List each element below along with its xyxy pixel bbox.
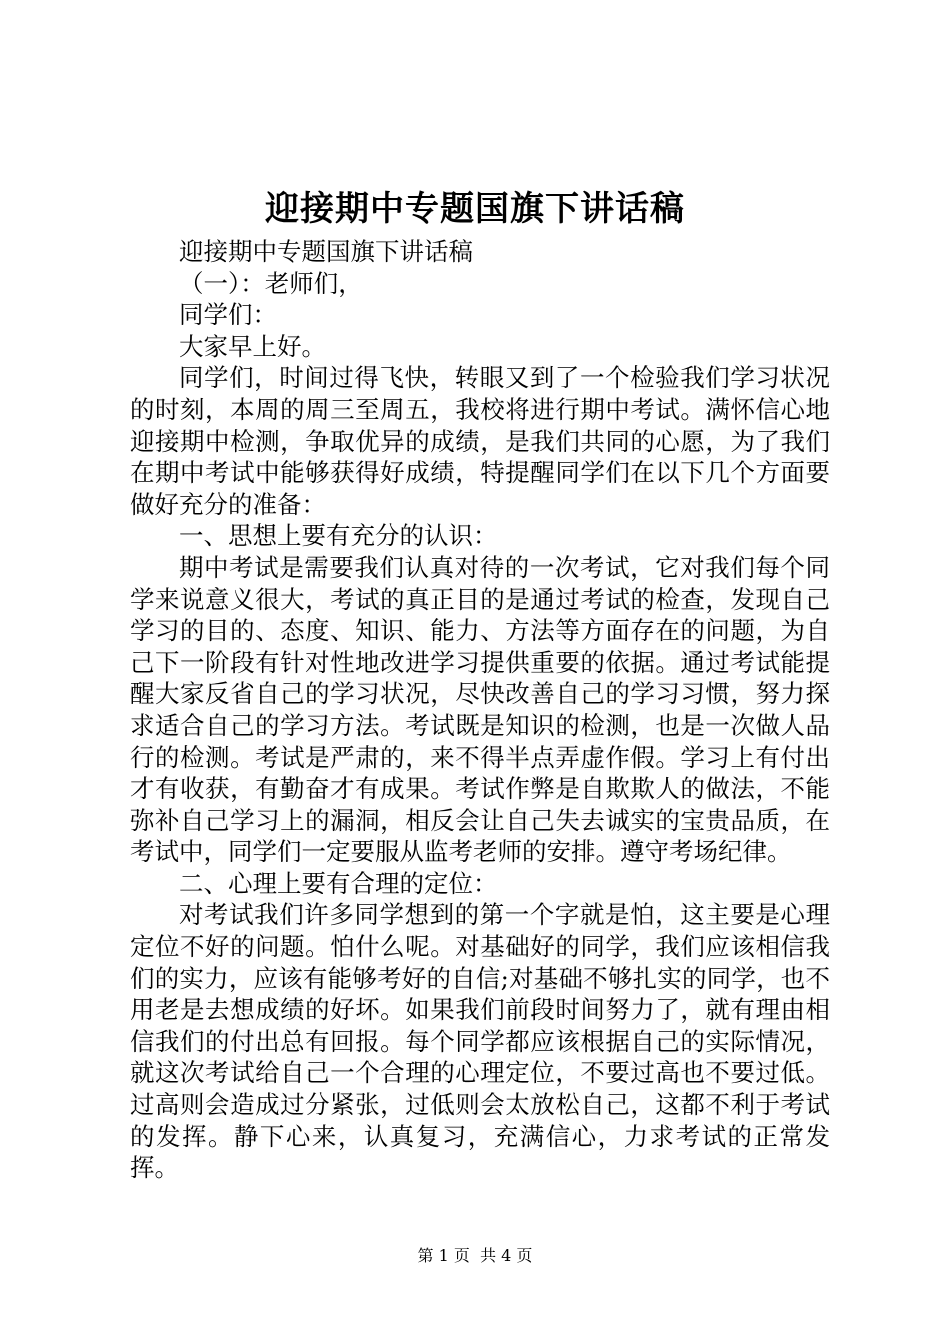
paragraph-good-morning: 大家早上好。 <box>179 331 326 361</box>
paragraph-section-1: 期中考试是需要我们认真对待的一次考试，它对我们每个同学来说意义很大，考试的真正目的是通过考试的检查，发现自己学习的目的、态度、知识、能力、方法等方面存在的问题，为自己下一阶段有针对性地改进学习提供重要的依据。通过考试能提醒大家反省自己的学习状况，尽快改善自己的学习习惯，努力探求适合自己的学习方法。考试既是知识的检测，也是一次做人品行的检测。考试是严肃的，来不得半点弄虚作假。学习上有付出才有收获，有勤奋才有成果。考试作弊是自欺欺人的做法，不能弥补自己学习上的漏洞，相反会让自己失去诚实的宝贵品质，在考试中，同学们一定要服从监考老师的安排。遵守考场纪律。 <box>130 552 830 867</box>
page-number: 第 1 页 共 4 页 <box>417 1246 533 1265</box>
paragraph-greeting-teachers: （一）：老师们， <box>179 268 363 298</box>
paragraph-greeting-students: 同学们： <box>179 300 277 330</box>
document-title: 迎接期中专题国旗下讲话稿 <box>265 189 685 229</box>
section-heading-2: 二、心理上要有合理的定位： <box>179 868 498 898</box>
document-body <box>130 236 830 1184</box>
paragraph-section-2: 对考试我们许多同学想到的第一个字就是怕，这主要是心理定位不好的问题。怕什么呢。对基础好的同学，我们应该相信我们的实力，应该有能够考好的自信;对基础不够扎实的同学，也不用老是去想成绩的好坏。如果我们前段时间努力了，就有理由相信我们的付出总有回报。每个同学都应该根据自己的实际情况，就这次考试给自己一个合理的心理定位，不要过高也不要过低。过高则会造成过分紧张，过低则会太放松自己，这都不利于考试的发挥。静下心来，认真复习，充满信心，力求考试的正常发挥。 <box>130 900 830 1183</box>
paragraph-subtitle: 迎接期中专题国旗下讲话稿 <box>179 237 473 266</box>
page-footer <box>0 1244 950 1268</box>
section-heading-1: 一、思想上要有充分的认识： <box>179 521 498 551</box>
paragraph-intro: 同学们，时间过得飞快，转眼又到了一个检验我们学习状况的时刻，本周的周三至周五，我校将进行期中考试。满怀信心地迎接期中检测，争取优异的成绩，是我们共同的心愿，为了我们在期中考试中能够获得好成绩，特提醒同学们在以下几个方面要做好充分的准备： <box>130 363 830 519</box>
